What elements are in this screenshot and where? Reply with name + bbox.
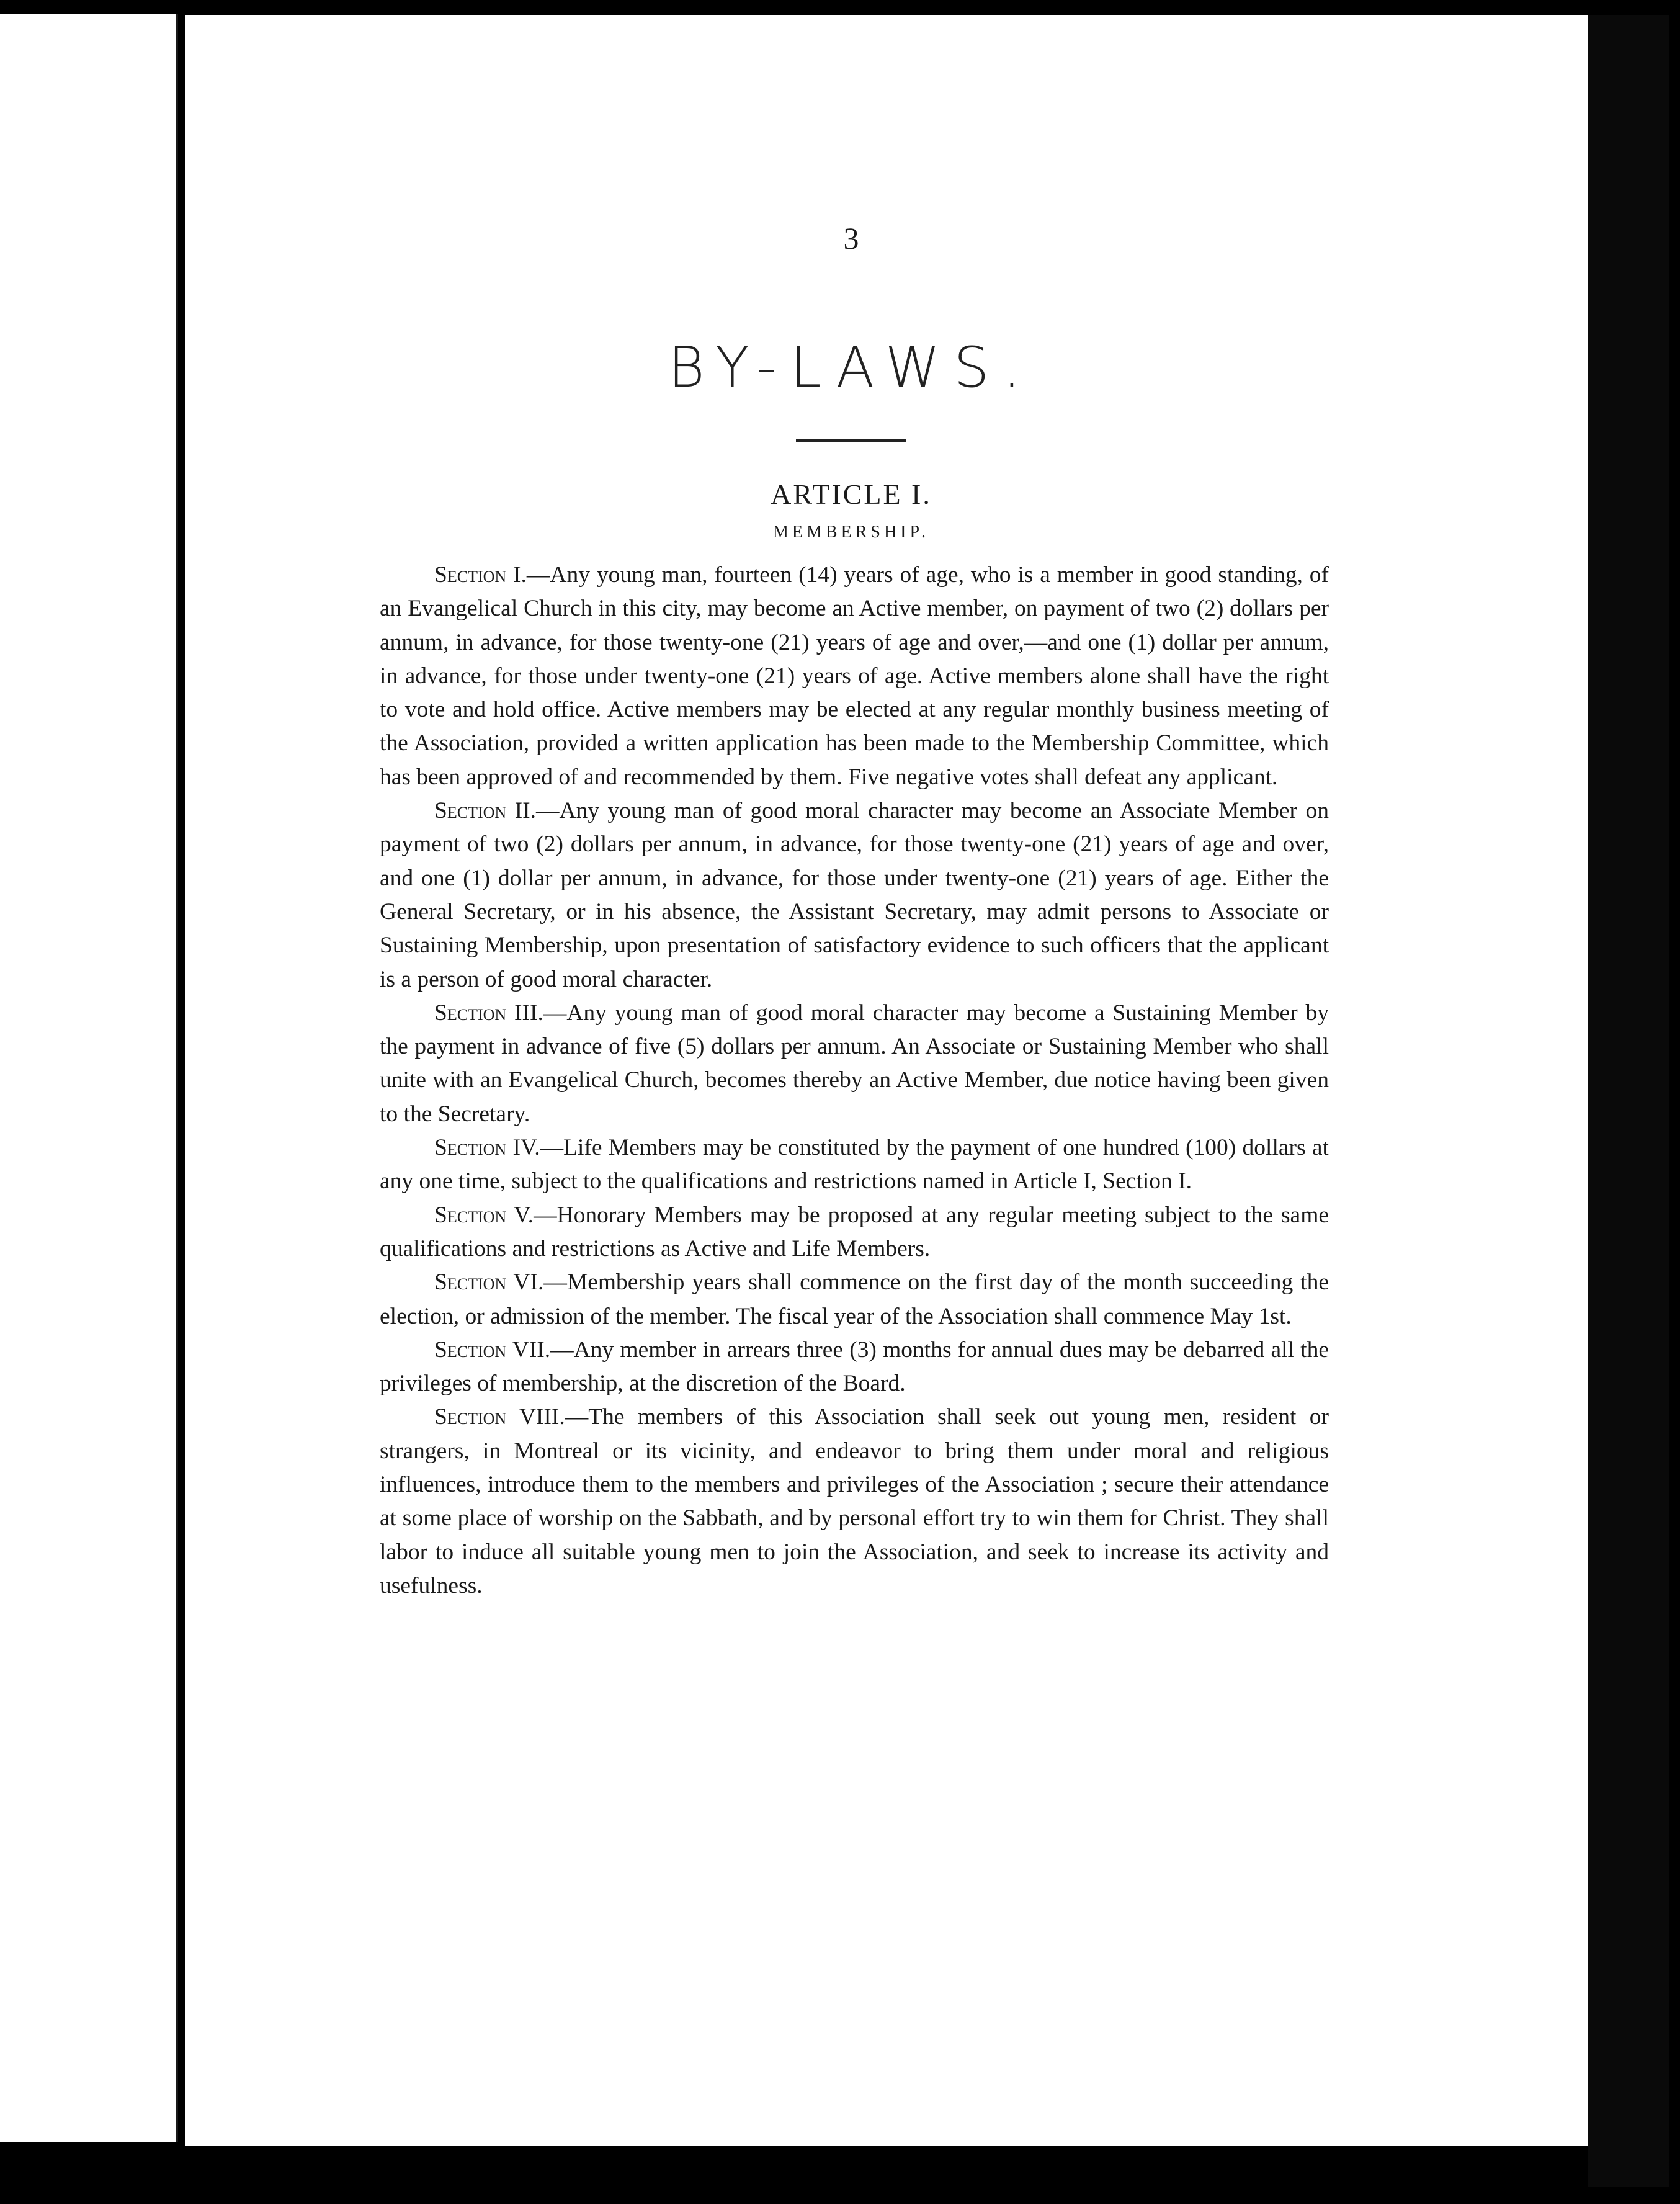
- section-paragraph: [380, 1266, 1329, 1333]
- title-divider: [796, 439, 906, 442]
- section-paragraph: [380, 1400, 1329, 1603]
- section-text: —Any young man of good moral character may become an Associate Member on payment of two (2) dollars per annum, in advance, for those twenty-one (21) years of age and over, and one (1) dollar per annum, in advance, for those under twenty-one (21) years of age. Either the General Secretary, or in his absence, the Assistant Secretary, may admit persons to Associate or Sustaining Membership, upon presentation of satisfactory evidence to such officers that the applicant is a person of good moral character.: [380, 798, 1329, 992]
- section-paragraph: [380, 1199, 1329, 1266]
- section-paragraph: [380, 1333, 1329, 1401]
- section-label: Section IV.: [434, 1135, 540, 1161]
- section-text: —Any young man of good moral character may become a Sustaining Member by the payment in advance of five (5) dollars per annum. An Associate or Sustaining Member who shall unite with an Evangelical Church, becomes thereby an Active Member, due notice having been given to the Secretary.: [380, 1000, 1329, 1127]
- section-text: —Membership years shall commence on the first day of the month succeeding the election, or admission of the member. The fiscal year of the Association shall commence May 1st.: [380, 1270, 1329, 1329]
- section-text: —Life Members may be constituted by the payment of one hundred (100) dollars at any one time, subject to the qualifications and restrictions named in Article I, Section I.: [380, 1135, 1329, 1194]
- section-label: Section VIII.: [434, 1404, 565, 1430]
- section-text: —Any member in arrears three (3) months for annual dues may be debarred all the privileges of membership, at the discretion of the Board.: [380, 1337, 1329, 1397]
- article-subheading: MEMBERSHIP.: [773, 522, 929, 542]
- section-label: Section III.: [434, 1000, 543, 1026]
- page-number: 3: [843, 221, 859, 256]
- section-paragraph: [380, 1131, 1329, 1199]
- facing-page-edge: [0, 14, 177, 2142]
- section-text: —The members of this Association shall seek out young men, resident or strangers, in Montreal or its vicinity, and endeavor to bring them under moral and religious influences, introduce them to the members and privileges of the Association ; secure their attendance at some place of worship on the Sabbath, and by personal effort try to win them for Christ. They shall labor to induce all suitable young men to join the Association, and seek to increase its activity and usefulness.: [380, 1404, 1329, 1598]
- section-label: Section V.: [434, 1202, 534, 1228]
- section-text: —Honorary Members may be proposed at any regular meeting subject to the same qualifications and restrictions as Active and Life Members.: [380, 1202, 1329, 1261]
- section-paragraph: [380, 997, 1329, 1131]
- section-paragraph: [380, 794, 1329, 997]
- article-heading: ARTICLE I.: [771, 478, 932, 510]
- section-label: Section I.: [434, 562, 527, 588]
- book-spine: [176, 14, 178, 2142]
- section-label: Section II.: [434, 798, 536, 824]
- bylaws-body: [380, 558, 1329, 1603]
- section-label: Section VII.: [434, 1337, 551, 1363]
- page-title: BY-LAWS.: [668, 335, 1035, 400]
- section-label: Section VI.: [434, 1270, 544, 1296]
- section-paragraph: [380, 558, 1329, 794]
- section-text: —Any young man, fourteen (14) years of age, who is a member in good standing, of an Evangelical Church in this city, may become an Active member, on payment of two (2) dollars per annum, in advance, for those twenty-one (21) years of age and over,—and one (1) dollar per annum, in advance, for those under twenty-one (21) years of age. Active members alone shall have the right to vote and hold office. Active members may be elected at any regular monthly business meeting of the Association, provided a written application has been made to the Membership Committee, which has been approved of and recommended by them. Five negative votes shall defeat any applicant.: [380, 562, 1329, 790]
